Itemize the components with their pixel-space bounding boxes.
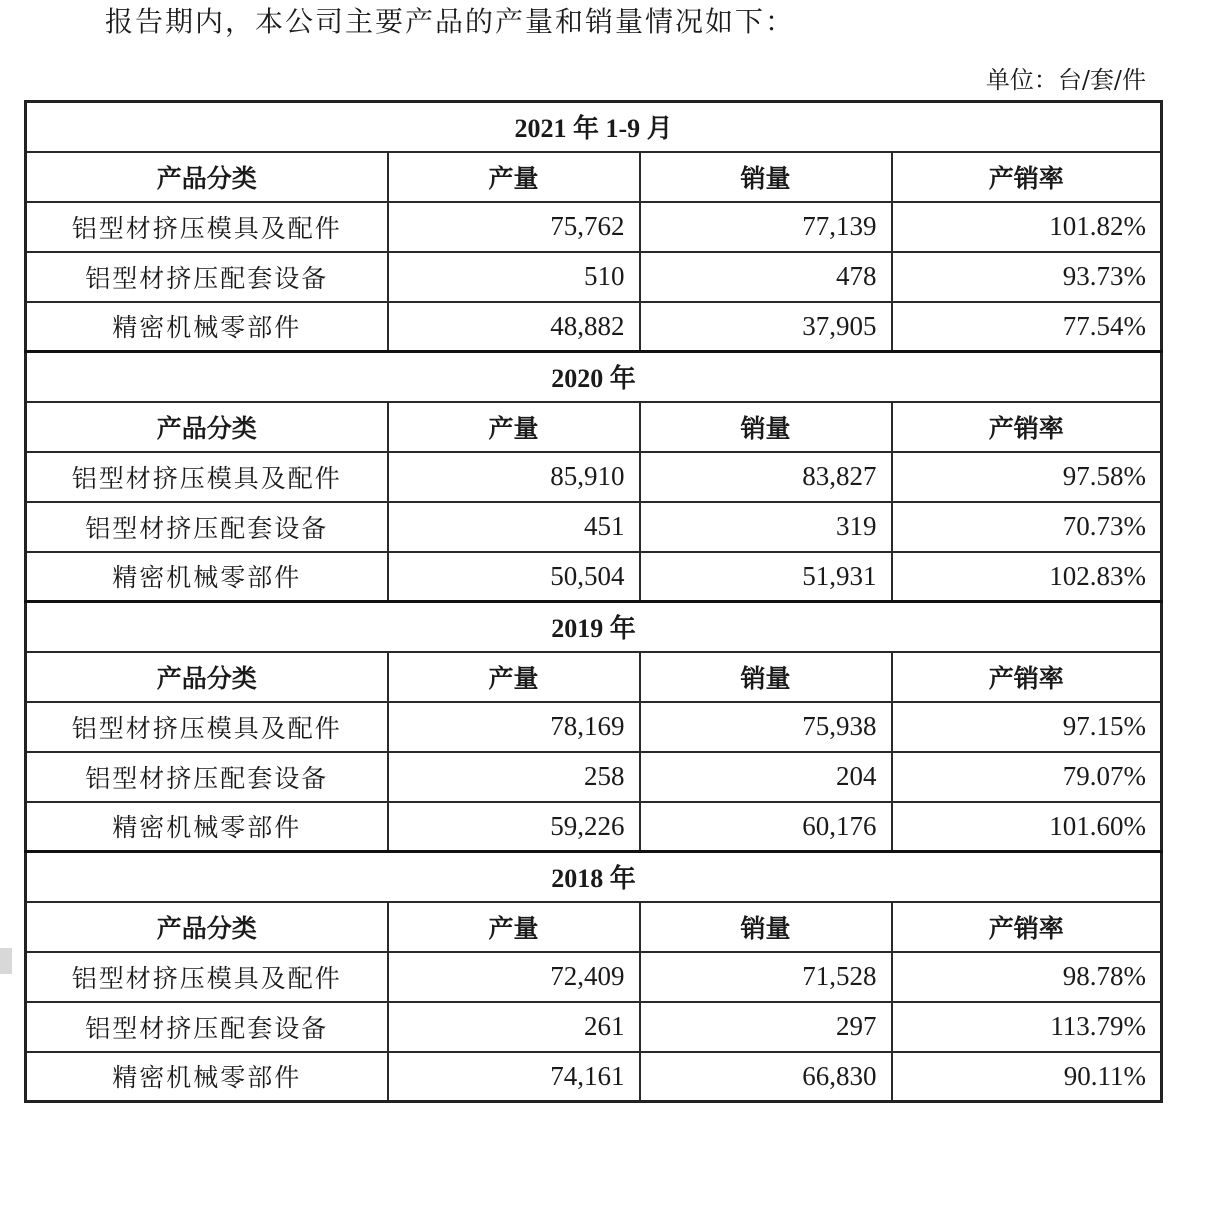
ratio-value: 97.58% (892, 452, 1162, 502)
header-row (26, 902, 1162, 952)
header-category: 产品分类 (26, 152, 388, 202)
header-category: 产品分类 (26, 652, 388, 702)
production-value: 85,910 (388, 452, 640, 502)
production-sales-table-wrapper (24, 100, 1160, 1103)
period-row (26, 852, 1162, 902)
product-name: 铝型材挤压配套设备 (26, 752, 388, 802)
header-ratio: 产销率 (892, 152, 1162, 202)
table-row (26, 302, 1162, 352)
production-value: 261 (388, 1002, 640, 1052)
table-row (26, 502, 1162, 552)
production-value: 78,169 (388, 702, 640, 752)
header-ratio: 产销率 (892, 902, 1162, 952)
product-name: 铝型材挤压配套设备 (26, 252, 388, 302)
sales-value: 77,139 (640, 202, 892, 252)
product-name: 铝型材挤压模具及配件 (26, 202, 388, 252)
sales-value: 60,176 (640, 802, 892, 852)
table-row (26, 1002, 1162, 1052)
table-row (26, 552, 1162, 602)
period-label: 2019 年 (26, 602, 1162, 652)
sales-value: 204 (640, 752, 892, 802)
sales-value: 71,528 (640, 952, 892, 1002)
sales-value: 66,830 (640, 1052, 892, 1102)
period-row (26, 102, 1162, 152)
ratio-value: 101.60% (892, 802, 1162, 852)
header-production: 产量 (388, 152, 640, 202)
table-row (26, 252, 1162, 302)
ratio-value: 102.83% (892, 552, 1162, 602)
production-value: 510 (388, 252, 640, 302)
header-ratio: 产销率 (892, 402, 1162, 452)
header-category: 产品分类 (26, 902, 388, 952)
period-label: 2021 年 1-9 月 (26, 102, 1162, 152)
product-name: 铝型材挤压配套设备 (26, 502, 388, 552)
header-sales: 销量 (640, 402, 892, 452)
product-name: 铝型材挤压配套设备 (26, 1002, 388, 1052)
ratio-value: 79.07% (892, 752, 1162, 802)
product-name: 铝型材挤压模具及配件 (26, 702, 388, 752)
table-row (26, 1052, 1162, 1102)
header-sales: 销量 (640, 652, 892, 702)
sales-value: 75,938 (640, 702, 892, 752)
period-row (26, 602, 1162, 652)
header-ratio: 产销率 (892, 652, 1162, 702)
ratio-value: 70.73% (892, 502, 1162, 552)
unit-label: 单位：台/套/件 (985, 66, 1146, 94)
header-sales: 销量 (640, 152, 892, 202)
table-row (26, 952, 1162, 1002)
header-row (26, 402, 1162, 452)
intro-text: 报告期内，本公司主要产品的产量和销量情况如下： (105, 5, 796, 38)
header-row (26, 152, 1162, 202)
ratio-value: 90.11% (892, 1052, 1162, 1102)
ratio-value: 93.73% (892, 252, 1162, 302)
production-value: 451 (388, 502, 640, 552)
sales-value: 478 (640, 252, 892, 302)
production-value: 72,409 (388, 952, 640, 1002)
table-row (26, 752, 1162, 802)
product-name: 精密机械零部件 (26, 1052, 388, 1102)
sales-value: 83,827 (640, 452, 892, 502)
table-row (26, 452, 1162, 502)
period-label: 2018 年 (26, 852, 1162, 902)
ratio-value: 101.82% (892, 202, 1162, 252)
header-production: 产量 (388, 902, 640, 952)
table-row (26, 802, 1162, 852)
production-value: 74,161 (388, 1052, 640, 1102)
production-value: 258 (388, 752, 640, 802)
sales-value: 319 (640, 502, 892, 552)
ratio-value: 97.15% (892, 702, 1162, 752)
product-name: 精密机械零部件 (26, 552, 388, 602)
table-row (26, 202, 1162, 252)
production-sales-table (24, 100, 1163, 1103)
period-label: 2020 年 (26, 352, 1162, 402)
ratio-value: 113.79% (892, 1002, 1162, 1052)
period-row (26, 352, 1162, 402)
table-row (26, 702, 1162, 752)
production-value: 48,882 (388, 302, 640, 352)
header-production: 产量 (388, 652, 640, 702)
product-name: 精密机械零部件 (26, 302, 388, 352)
ratio-value: 77.54% (892, 302, 1162, 352)
header-row (26, 652, 1162, 702)
sales-value: 297 (640, 1002, 892, 1052)
sales-value: 37,905 (640, 302, 892, 352)
product-name: 铝型材挤压模具及配件 (26, 452, 388, 502)
header-sales: 销量 (640, 902, 892, 952)
header-production: 产量 (388, 402, 640, 452)
scroll-edge-marker (0, 948, 12, 974)
ratio-value: 98.78% (892, 952, 1162, 1002)
sales-value: 51,931 (640, 552, 892, 602)
header-category: 产品分类 (26, 402, 388, 452)
product-name: 精密机械零部件 (26, 802, 388, 852)
production-value: 59,226 (388, 802, 640, 852)
production-value: 50,504 (388, 552, 640, 602)
product-name: 铝型材挤压模具及配件 (26, 952, 388, 1002)
production-value: 75,762 (388, 202, 640, 252)
